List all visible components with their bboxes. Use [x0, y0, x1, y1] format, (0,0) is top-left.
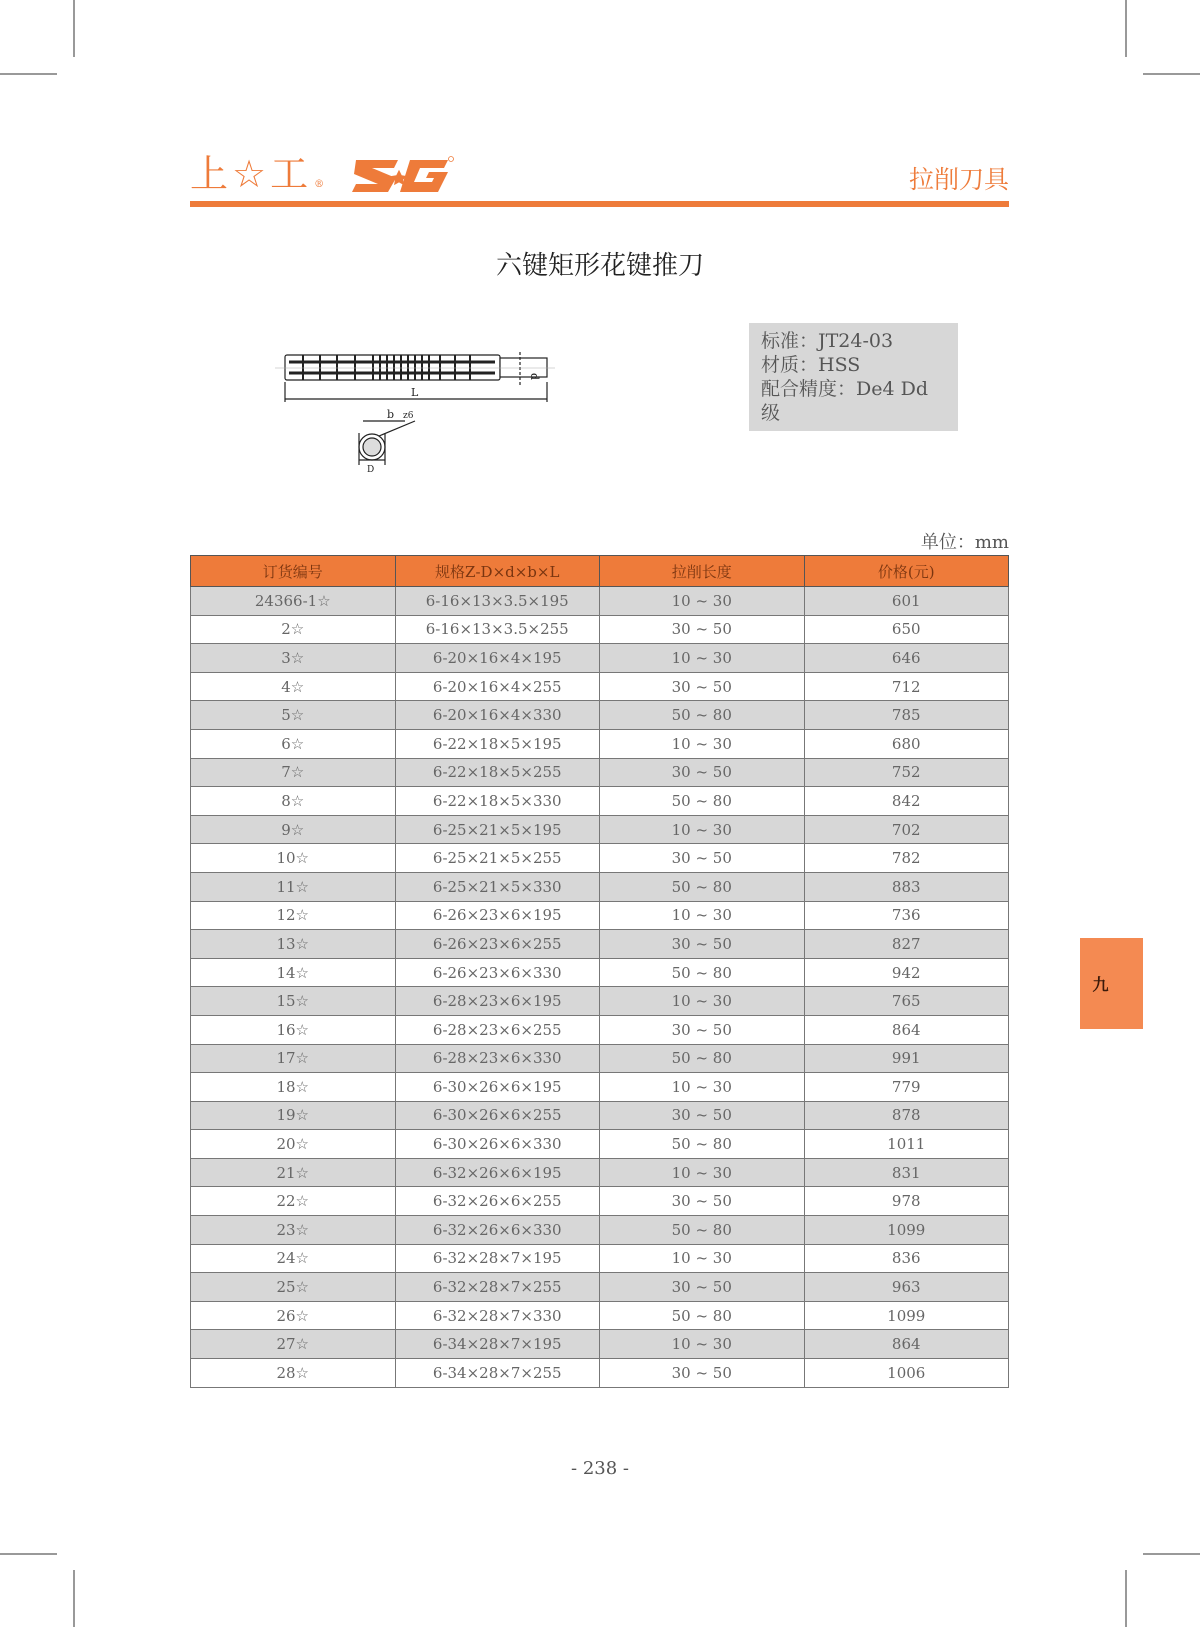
cell-spec: 6-22×18×5×195 [395, 729, 600, 758]
cell-price: 1011 [804, 1130, 1009, 1159]
cell-broach-length: 50 ~ 80 [600, 701, 805, 730]
spec-standard: 标准：JT24-03 [761, 330, 894, 352]
cell-price: 779 [804, 1073, 1009, 1102]
crop-mark [1125, 0, 1127, 57]
cell-price: 782 [804, 844, 1009, 873]
cell-order-code: 7☆ [191, 758, 396, 787]
cell-broach-length: 10 ~ 30 [600, 587, 805, 616]
cell-spec: 6-26×23×6×255 [395, 930, 600, 959]
cell-spec: 6-28×23×6×255 [395, 1015, 600, 1044]
table-row [191, 729, 1009, 758]
cell-spec: 6-32×26×6×255 [395, 1187, 600, 1216]
cell-spec: 6-26×23×6×195 [395, 901, 600, 930]
cell-broach-length: 30 ~ 50 [600, 1359, 805, 1388]
price-table [190, 555, 1009, 1388]
cell-broach-length: 10 ~ 30 [600, 729, 805, 758]
cell-order-code: 24☆ [191, 1244, 396, 1273]
cell-spec: 6-34×28×7×195 [395, 1330, 600, 1359]
cell-broach-length: 30 ~ 50 [600, 1273, 805, 1302]
cell-broach-length: 50 ~ 80 [600, 872, 805, 901]
cell-price: 831 [804, 1158, 1009, 1187]
cell-order-code: 6☆ [191, 729, 396, 758]
table-row [191, 1330, 1009, 1359]
cell-spec: 6-20×16×4×330 [395, 701, 600, 730]
cell-broach-length: 30 ~ 50 [600, 1015, 805, 1044]
crop-mark [73, 0, 75, 57]
cell-broach-length: 30 ~ 50 [600, 758, 805, 787]
cell-spec: 6-22×18×5×255 [395, 758, 600, 787]
table-row [191, 644, 1009, 673]
cell-broach-length: 10 ~ 30 [600, 1073, 805, 1102]
cell-broach-length: 50 ~ 80 [600, 787, 805, 816]
cell-price: 842 [804, 787, 1009, 816]
table-row [191, 1301, 1009, 1330]
header-rule [190, 201, 1009, 207]
cell-spec: 6-30×26×6×195 [395, 1073, 600, 1102]
cell-spec: 6-22×18×5×330 [395, 787, 600, 816]
cell-order-code: 3☆ [191, 644, 396, 673]
cell-broach-length: 50 ~ 80 [600, 1130, 805, 1159]
table-row [191, 815, 1009, 844]
label-d: d [528, 373, 541, 381]
label-L: L [411, 386, 419, 399]
table-row [191, 1244, 1009, 1273]
cell-order-code: 27☆ [191, 1330, 396, 1359]
crop-mark [1143, 1553, 1200, 1555]
cell-order-code: 4☆ [191, 672, 396, 701]
header-spec: 规格Z-D×d×b×L [395, 556, 600, 587]
label-z6: z6 [403, 411, 414, 421]
cell-order-code: 15☆ [191, 987, 396, 1016]
cell-spec: 6-32×26×6×330 [395, 1216, 600, 1245]
table-row [191, 587, 1009, 616]
cell-spec: 6-25×21×5×255 [395, 844, 600, 873]
crop-mark [0, 73, 57, 75]
table-row [191, 1187, 1009, 1216]
cell-order-code: 16☆ [191, 1015, 396, 1044]
cell-price: 646 [804, 644, 1009, 673]
cell-price: 991 [804, 1044, 1009, 1073]
registered-mark: ® [314, 179, 325, 190]
cell-spec: 6-20×16×4×195 [395, 644, 600, 673]
cell-order-code: 17☆ [191, 1044, 396, 1073]
table-row [191, 1158, 1009, 1187]
spec-material: 材质：HSS [761, 354, 861, 376]
cell-order-code: 14☆ [191, 958, 396, 987]
header-price: 价格(元) [804, 556, 1009, 587]
cell-order-code: 20☆ [191, 1130, 396, 1159]
cell-broach-length: 10 ~ 30 [600, 1158, 805, 1187]
cell-order-code: 22☆ [191, 1187, 396, 1216]
table-header-row [191, 556, 1009, 587]
cell-order-code: 9☆ [191, 815, 396, 844]
cell-price: 1099 [804, 1301, 1009, 1330]
cell-spec: 6-32×26×6×195 [395, 1158, 600, 1187]
cell-broach-length: 30 ~ 50 [600, 844, 805, 873]
cell-order-code: 2☆ [191, 615, 396, 644]
cell-order-code: 13☆ [191, 930, 396, 959]
cell-order-code: 25☆ [191, 1273, 396, 1302]
cell-order-code: 24366-1☆ [191, 587, 396, 616]
cell-broach-length: 30 ~ 50 [600, 930, 805, 959]
crop-mark [73, 1570, 75, 1627]
broach-drawing [275, 340, 555, 475]
cell-broach-length: 50 ~ 80 [600, 1301, 805, 1330]
cell-spec: 6-34×28×7×255 [395, 1359, 600, 1388]
header-order-code: 订货编号 [191, 556, 396, 587]
table-row [191, 987, 1009, 1016]
label-b: b [387, 408, 395, 421]
cell-order-code: 12☆ [191, 901, 396, 930]
cell-spec: 6-16×13×3.5×195 [395, 587, 600, 616]
cell-price: 1099 [804, 1216, 1009, 1245]
cell-broach-length: 50 ~ 80 [600, 1044, 805, 1073]
label-D: D [367, 465, 375, 475]
brand-logo [190, 150, 454, 194]
cell-broach-length: 10 ~ 30 [600, 987, 805, 1016]
table-row [191, 844, 1009, 873]
cell-broach-length: 30 ~ 50 [600, 1101, 805, 1130]
cell-price: 736 [804, 901, 1009, 930]
cell-spec: 6-30×26×6×255 [395, 1101, 600, 1130]
cell-order-code: 19☆ [191, 1101, 396, 1130]
chapter-tab-label: 九 [1092, 975, 1109, 994]
table-row [191, 615, 1009, 644]
spec-box [749, 323, 958, 431]
cell-price: 827 [804, 930, 1009, 959]
cell-price: 650 [804, 615, 1009, 644]
cell-price: 1006 [804, 1359, 1009, 1388]
table-row [191, 758, 1009, 787]
cell-order-code: 8☆ [191, 787, 396, 816]
cell-spec: 6-25×21×5×330 [395, 872, 600, 901]
table-row [191, 1359, 1009, 1388]
cell-spec: 6-20×16×4×255 [395, 672, 600, 701]
cell-price: 712 [804, 672, 1009, 701]
table-row [191, 787, 1009, 816]
table-row [191, 1015, 1009, 1044]
cell-price: 702 [804, 815, 1009, 844]
crop-mark [1125, 1570, 1127, 1627]
table-row [191, 1273, 1009, 1302]
cell-price: 836 [804, 1244, 1009, 1273]
cell-spec: 6-28×23×6×195 [395, 987, 600, 1016]
cell-order-code: 5☆ [191, 701, 396, 730]
table-row [191, 958, 1009, 987]
spec-fit-accuracy: 配合精度：De4 Dd级 [761, 378, 929, 424]
cell-price: 752 [804, 758, 1009, 787]
cell-broach-length: 10 ~ 30 [600, 644, 805, 673]
cell-broach-length: 10 ~ 30 [600, 1244, 805, 1273]
cell-price: 963 [804, 1273, 1009, 1302]
cell-price: 785 [804, 701, 1009, 730]
cell-spec: 6-25×21×5×195 [395, 815, 600, 844]
cell-broach-length: 50 ~ 80 [600, 1216, 805, 1245]
table-row [191, 1216, 1009, 1245]
cell-spec: 6-32×28×7×195 [395, 1244, 600, 1273]
cell-price: 864 [804, 1330, 1009, 1359]
cell-spec: 6-32×28×7×255 [395, 1273, 600, 1302]
cell-price: 765 [804, 987, 1009, 1016]
cell-broach-length: 10 ~ 30 [600, 1330, 805, 1359]
cell-order-code: 11☆ [191, 872, 396, 901]
table-row [191, 1130, 1009, 1159]
cell-broach-length: 10 ~ 30 [600, 815, 805, 844]
cell-price: 680 [804, 729, 1009, 758]
cell-broach-length: 30 ~ 50 [600, 1187, 805, 1216]
cell-price: 978 [804, 1187, 1009, 1216]
table-row [191, 672, 1009, 701]
cell-order-code: 26☆ [191, 1301, 396, 1330]
crop-mark [0, 1553, 57, 1555]
cell-price: 883 [804, 872, 1009, 901]
chapter-tab [1080, 938, 1143, 1029]
table-body [191, 587, 1009, 1388]
table-row [191, 1073, 1009, 1102]
brand-logo-cn: 上☆工 [190, 152, 313, 196]
cell-order-code: 28☆ [191, 1359, 396, 1388]
crop-mark [1143, 73, 1200, 75]
cell-spec: 6-28×23×6×330 [395, 1044, 600, 1073]
cell-broach-length: 10 ~ 30 [600, 901, 805, 930]
cell-spec: 6-32×28×7×330 [395, 1301, 600, 1330]
cell-order-code: 10☆ [191, 844, 396, 873]
table-row [191, 930, 1009, 959]
cell-price: 601 [804, 587, 1009, 616]
cell-price: 942 [804, 958, 1009, 987]
cell-price: 878 [804, 1101, 1009, 1130]
table-row [191, 701, 1009, 730]
section-title: 拉削刀具 [908, 165, 1009, 194]
table-row [191, 901, 1009, 930]
cell-order-code: 23☆ [191, 1216, 396, 1245]
cell-spec: 6-26×23×6×330 [395, 958, 600, 987]
unit-label: 单位：mm [920, 532, 1009, 553]
page-title: 六键矩形花键推刀 [495, 251, 704, 281]
cell-broach-length: 30 ~ 50 [600, 615, 805, 644]
cell-spec: 6-30×26×6×330 [395, 1130, 600, 1159]
table-row [191, 1101, 1009, 1130]
cell-broach-length: 50 ~ 80 [600, 958, 805, 987]
table-row [191, 1044, 1009, 1073]
cell-spec: 6-16×13×3.5×255 [395, 615, 600, 644]
page-number: - 238 - [571, 1458, 629, 1479]
cell-broach-length: 30 ~ 50 [600, 672, 805, 701]
cell-order-code: 18☆ [191, 1073, 396, 1102]
cell-price: 864 [804, 1015, 1009, 1044]
sg-logo-icon [352, 156, 454, 194]
cell-order-code: 21☆ [191, 1158, 396, 1187]
header-broach-length: 拉削长度 [600, 556, 805, 587]
table-row [191, 872, 1009, 901]
